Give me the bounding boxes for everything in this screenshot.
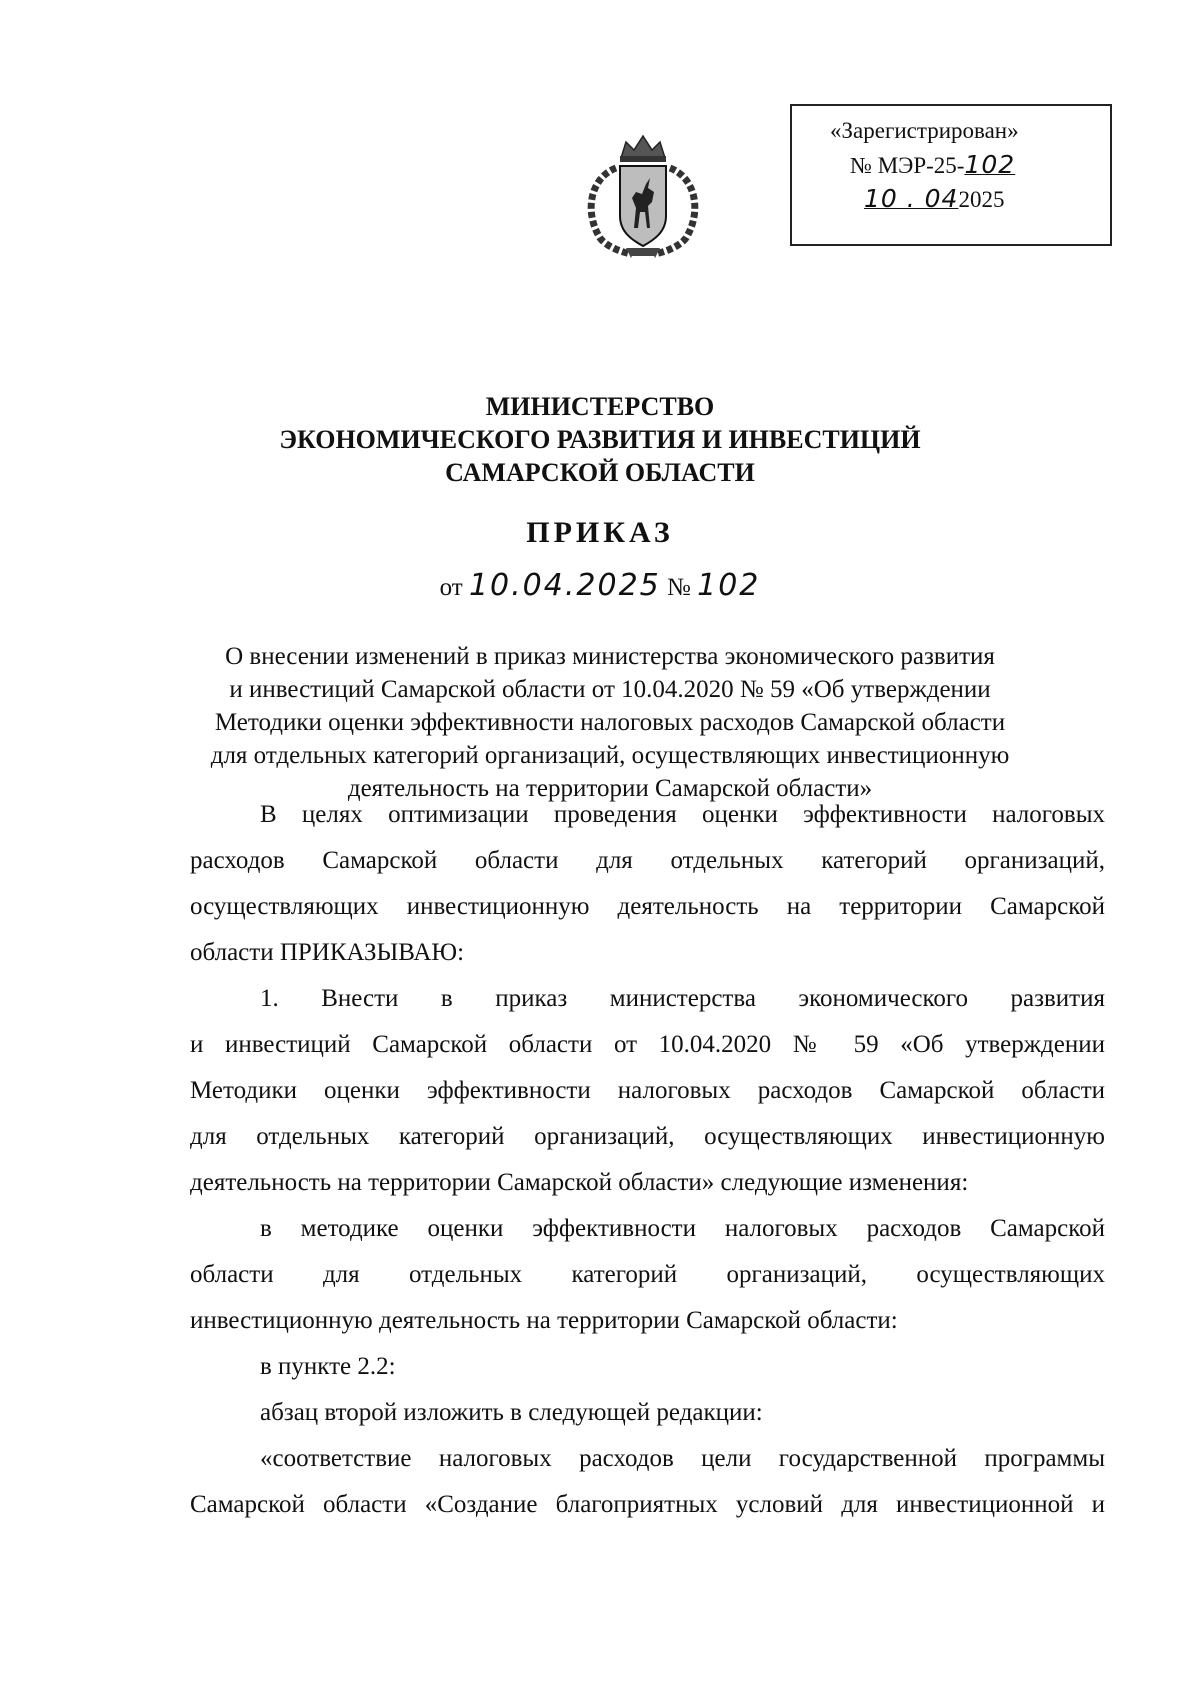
ministry-line: МИНИСТЕРСТВО	[485, 392, 715, 421]
stamp-number-prefix: № МЭР-25-	[850, 153, 965, 178]
order-date-number	[200, 568, 1000, 603]
stamp-registered-label: «Зарегистрирован»	[830, 118, 1019, 143]
order-date-handwritten: 10.04.2025	[468, 568, 661, 603]
title-line: Методики оценки эффективности налоговых расходов Самарской области	[214, 709, 1006, 736]
document-type: ПРИКАЗ	[526, 516, 674, 549]
stamp-number-handwritten: 102	[964, 150, 1016, 179]
body-line: в методике оценки эффективности налоговых расходов Самарской	[260, 1215, 1105, 1242]
title-line: и инвестиций Самарской области от 10.04.2020 № 59 «Об утверждении	[229, 676, 991, 703]
body-line: в пункте 2.2:	[260, 1353, 396, 1380]
number-sign: №	[667, 574, 691, 601]
stamp-year: 2025	[958, 187, 1005, 212]
stamp-date-handwritten: 10 . 04	[864, 184, 959, 213]
stamp-number-line	[850, 148, 1015, 182]
ministry-line: ЭКОНОМИЧЕСКОГО РАЗВИТИЯ И ИНВЕСТИЦИЙ	[279, 425, 921, 454]
ot-label: от	[439, 574, 463, 601]
body-line: инвестиционную деятельность на территории Самарской области:	[190, 1307, 898, 1334]
order-title	[180, 640, 1040, 805]
body-line: В целях оптимизации проведения оценки эффективности налоговых	[260, 801, 1105, 828]
body-line: области для отдельных категорий организаций, осуществляющих	[190, 1261, 1105, 1288]
body-line: Методики оценки эффективности налоговых расходов Самарской области	[190, 1077, 1105, 1104]
body-line: расходов Самарской области для отдельных категорий организаций,	[190, 847, 1105, 874]
ministry-name	[200, 390, 1000, 489]
body-line: 1. Внести в приказ министерства экономического развития	[260, 985, 1105, 1012]
body-line: области ПРИКАЗЫВАЮ:	[190, 939, 465, 966]
body-line: деятельность на территории Самарской области» следующие изменения:	[190, 1169, 969, 1196]
title-line: для отдельных категорий организаций, осуществляющих инвестиционную	[210, 742, 1010, 769]
registration-stamp	[790, 104, 1112, 246]
title-line: О внесении изменений в приказ министерства экономического развития	[225, 643, 995, 670]
stamp-date-line	[864, 182, 1004, 216]
body-line: Самарской области «Создание благоприятных условий для инвестиционной и	[190, 1491, 1105, 1518]
title-line: деятельность на территории Самарской области»	[347, 775, 873, 802]
body-line: для отдельных категорий организаций, осуществляющих инвестиционную	[190, 1123, 1105, 1150]
order-number-handwritten: 102	[697, 568, 761, 603]
coat-of-arms-icon	[576, 128, 710, 258]
body-line: осуществляющих инвестиционную деятельность на территории Самарской	[190, 893, 1105, 920]
body-line: и инвестиций Самарской области от 10.04.2020 № 59 «Об утверждении	[190, 1031, 1105, 1058]
body-line: «соответствие налоговых расходов цели государственной программы	[260, 1445, 1105, 1472]
body-line: абзац второй изложить в следующей редакции:	[260, 1399, 763, 1426]
ministry-line: САМАРСКОЙ ОБЛАСТИ	[445, 458, 755, 487]
